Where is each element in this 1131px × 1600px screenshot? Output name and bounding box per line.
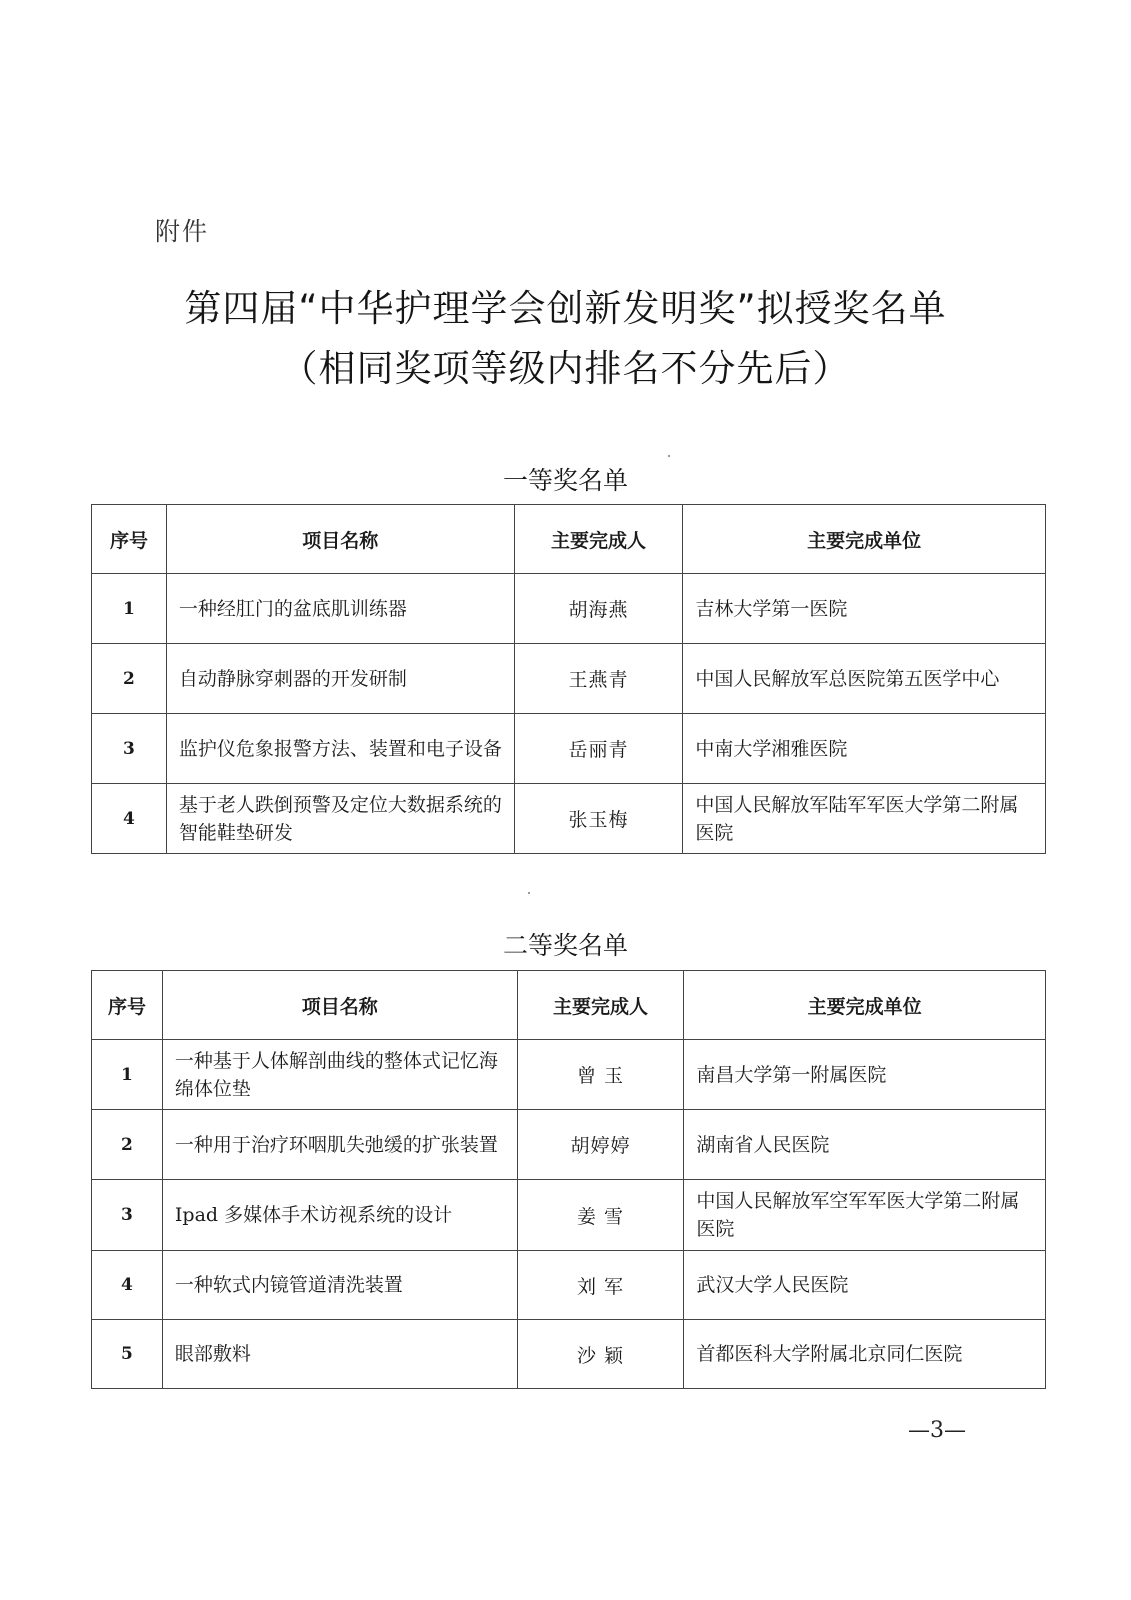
row-num: 3 (92, 1180, 163, 1251)
row-num: 3 (92, 714, 167, 784)
first-prize-table (91, 504, 1046, 854)
table-row (92, 574, 1046, 644)
row-num: 4 (92, 784, 167, 854)
person-name: 胡婷婷 (517, 1110, 684, 1180)
header-name: 项目名称 (162, 971, 517, 1040)
table-row (92, 784, 1046, 854)
row-num: 1 (92, 574, 167, 644)
project-name: 一种软式内镜管道清洗装置 (162, 1251, 517, 1320)
project-name: 监护仪危象报警方法、装置和电子设备 (166, 714, 514, 784)
table-row (92, 1251, 1046, 1320)
table-row (92, 644, 1046, 714)
project-name: 一种基于人体解剖曲线的整体式记忆海绵体位垫 (162, 1040, 517, 1110)
header-person: 主要完成人 (517, 971, 684, 1040)
unit-name: 吉林大学第一医院 (683, 574, 1046, 644)
scan-speck (668, 455, 670, 457)
person-name: 张玉梅 (514, 784, 683, 854)
unit-name: 南昌大学第一附属医院 (684, 1040, 1046, 1110)
unit-name: 武汉大学人民医院 (684, 1251, 1046, 1320)
table-header-row (92, 971, 1046, 1040)
row-num: 4 (92, 1251, 163, 1320)
table-row (92, 714, 1046, 784)
person-name: 曾 玉 (517, 1040, 684, 1110)
project-name: 一种用于治疗环咽肌失弛缓的扩张装置 (162, 1110, 517, 1180)
page-number: —3— (908, 1418, 966, 1443)
person-name: 胡海燕 (514, 574, 683, 644)
person-name: 沙 颖 (517, 1320, 684, 1389)
row-num: 1 (92, 1040, 163, 1110)
table-header-row (92, 505, 1046, 574)
project-name: 一种经肛门的盆底肌训练器 (166, 574, 514, 644)
header-name: 项目名称 (166, 505, 514, 574)
second-prize-table (91, 970, 1046, 1389)
project-name: 眼部敷料 (162, 1320, 517, 1389)
header-unit: 主要完成单位 (684, 971, 1046, 1040)
unit-name: 中国人民解放军总医院第五医学中心 (683, 644, 1046, 714)
person-name: 岳丽青 (514, 714, 683, 784)
header-num: 序号 (92, 971, 163, 1040)
unit-name: 首都医科大学附属北京同仁医院 (684, 1320, 1046, 1389)
header-unit: 主要完成单位 (683, 505, 1046, 574)
second-prize-title: 二等奖名单 (502, 931, 628, 960)
row-num: 2 (92, 644, 167, 714)
person-name: 刘 军 (517, 1251, 684, 1320)
document-title: 第四届“中华护理学会创新发明奖”拟授奖名单 (184, 287, 947, 330)
first-prize-title: 一等奖名单 (502, 466, 628, 495)
unit-name: 中国人民解放军陆军军医大学第二附属医院 (683, 784, 1046, 854)
unit-name: 中南大学湘雅医院 (683, 714, 1046, 784)
table-row (92, 1040, 1046, 1110)
person-name: 姜 雪 (517, 1180, 684, 1251)
table-row (92, 1110, 1046, 1180)
header-num: 序号 (92, 505, 167, 574)
project-name: 自动静脉穿刺器的开发研制 (166, 644, 514, 714)
unit-name: 中国人民解放军空军军医大学第二附属医院 (684, 1180, 1046, 1251)
table-row (92, 1180, 1046, 1251)
row-num: 5 (92, 1320, 163, 1389)
header-person: 主要完成人 (514, 505, 683, 574)
scan-speck (528, 892, 530, 894)
unit-name: 湖南省人民医院 (684, 1110, 1046, 1180)
person-name: 王燕青 (514, 644, 683, 714)
table-row (92, 1320, 1046, 1389)
document-subtitle: （相同奖项等级内排名不分先后） (280, 347, 851, 390)
row-num: 2 (92, 1110, 163, 1180)
project-name: 基于老人跌倒预警及定位大数据系统的智能鞋垫研发 (166, 784, 514, 854)
project-name: Ipad 多媒体手术访视系统的设计 (162, 1180, 517, 1251)
attachment-label: 附件 (155, 217, 210, 246)
